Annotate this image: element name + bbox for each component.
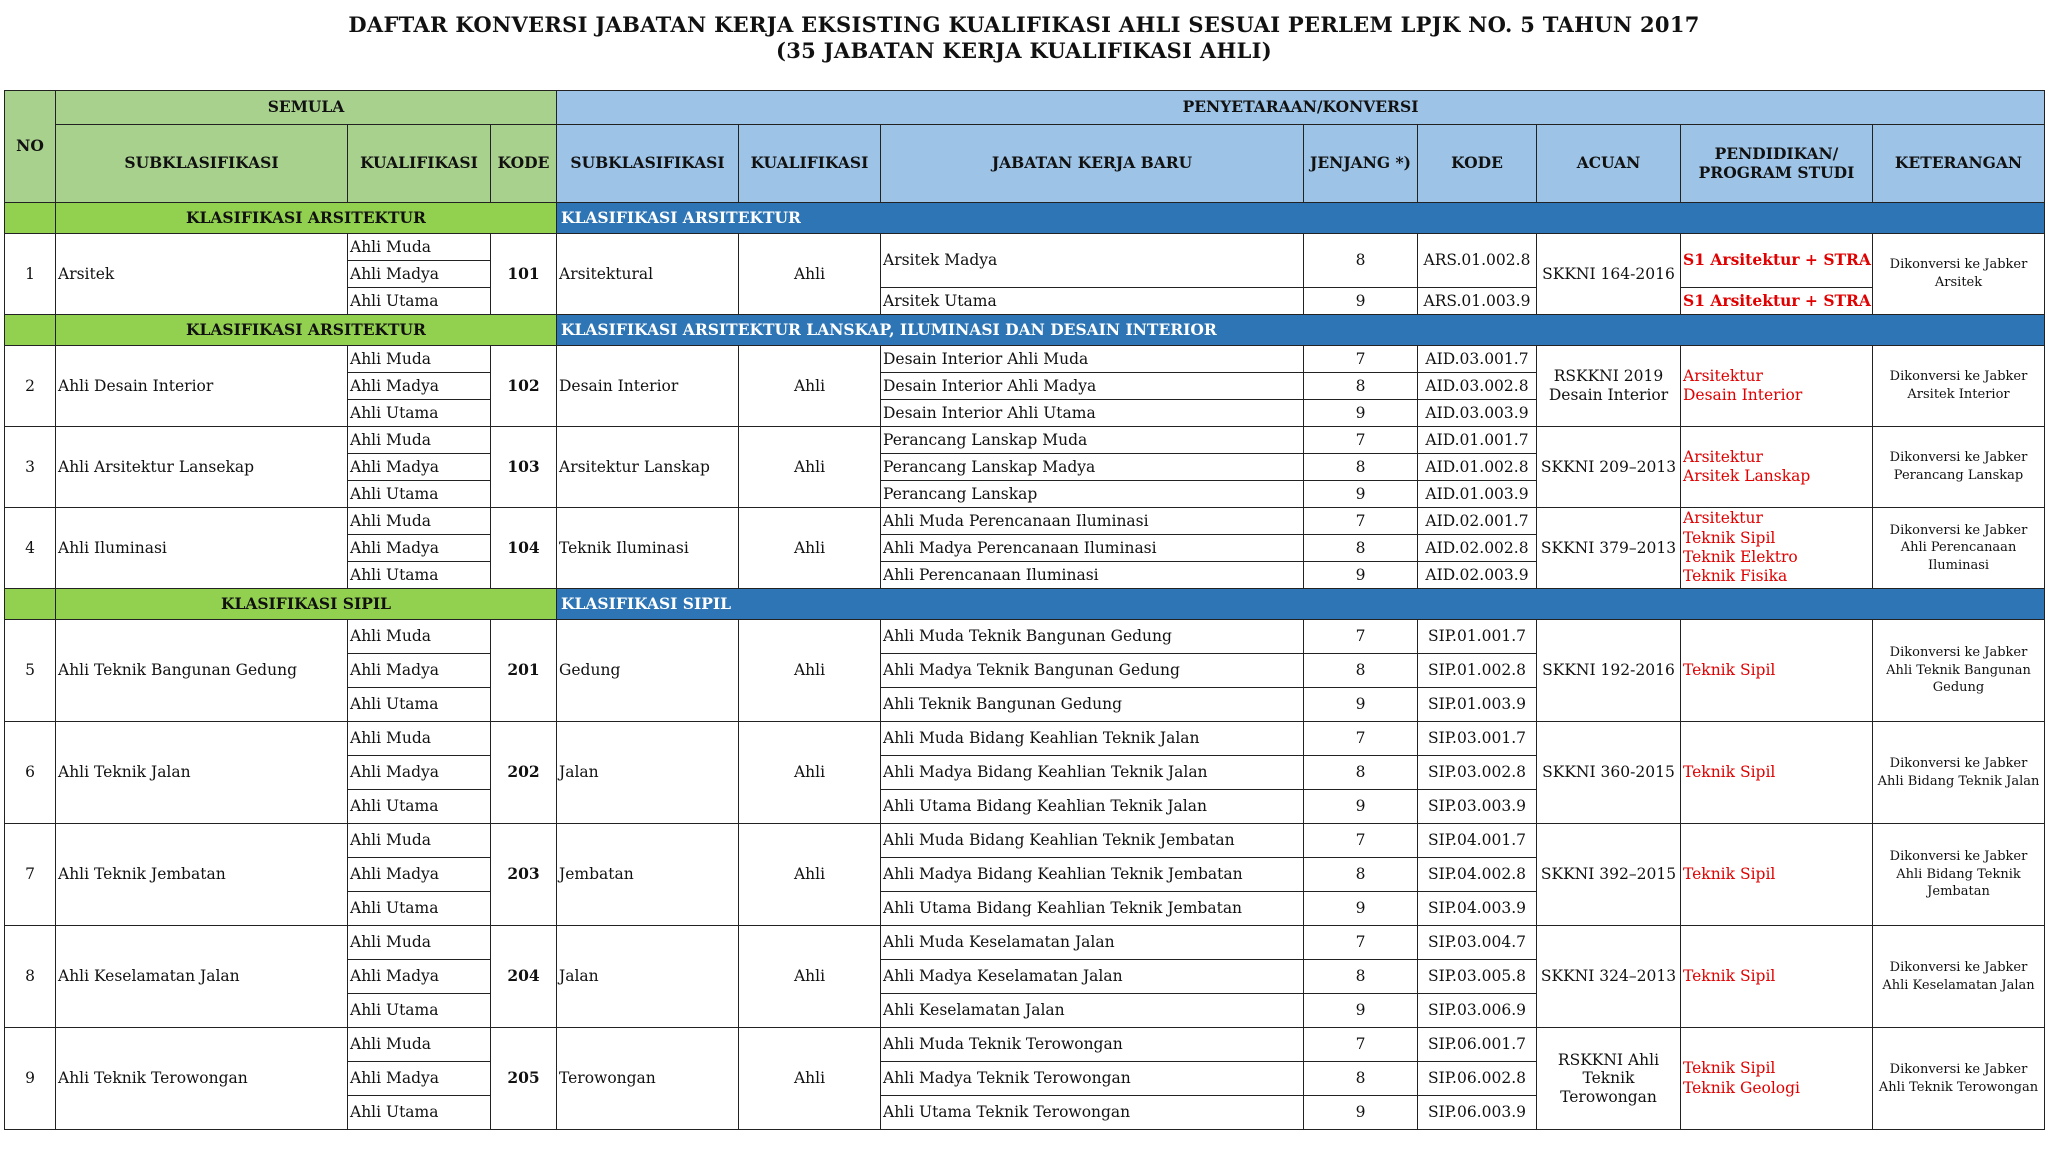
jabatan-baru: Desain Interior Ahli Utama	[881, 400, 1304, 427]
kode-baru: AID.03.002.8	[1418, 373, 1537, 400]
pendidikan-item: Teknik Fisika	[1683, 567, 1788, 586]
conversion-table	[4, 90, 2045, 1130]
jenjang: 9	[1304, 562, 1418, 589]
jenjang: 9	[1304, 892, 1418, 926]
jabatan-baru: Ahli Muda Perencanaan Iluminasi	[881, 508, 1304, 535]
jabatan-baru: Ahli Utama Bidang Keahlian Teknik Jalan	[881, 790, 1304, 824]
kualifikasi-level: Ahli Utama	[348, 400, 491, 427]
kualifikasi-baru: Ahli	[739, 620, 881, 722]
header-pendidikan-line-1: PENDIDIKAN/	[1714, 143, 1839, 163]
kode-semula: 104	[491, 508, 557, 589]
pendidikan-item: Teknik Sipil	[1683, 1059, 1776, 1078]
kualifikasi-baru: Ahli	[739, 346, 881, 427]
pendidikan	[1681, 1028, 1873, 1130]
subklasifikasi-semula: Arsitek	[56, 234, 348, 315]
kode-baru: AID.01.003.9	[1418, 481, 1537, 508]
table-row	[5, 824, 2045, 858]
jenjang: 9	[1304, 994, 1418, 1028]
subklasifikasi-baru: Jalan	[557, 722, 739, 824]
jabatan-baru: Desain Interior Ahli Madya	[881, 373, 1304, 400]
jabatan-baru: Ahli Muda Keselamatan Jalan	[881, 926, 1304, 960]
kualifikasi-level: Ahli Madya	[348, 654, 491, 688]
jabatan-baru: Ahli Muda Teknik Terowongan	[881, 1028, 1304, 1062]
kode-baru: SIP.03.005.8	[1418, 960, 1537, 994]
kualifikasi-baru: Ahli	[739, 926, 881, 1028]
section-row	[5, 315, 2045, 346]
pendidikan-item: Teknik Elektro	[1683, 548, 1798, 566]
header-pendidikan-line-2: PROGRAM STUDI	[1698, 162, 1855, 182]
jenjang: 7	[1304, 427, 1418, 454]
section-label-right: KLASIFIKASI SIPIL	[557, 589, 2045, 620]
table-row	[5, 346, 2045, 373]
kualifikasi-level: Ahli Muda	[348, 620, 491, 654]
pendidikan: S1 Arsitektur + STRA	[1681, 234, 1873, 288]
header-kualifikasi-baru: KUALIFIKASI	[739, 125, 881, 203]
acuan: SKKNI 379–2013	[1537, 508, 1681, 589]
row-number: 3	[5, 427, 56, 508]
pendidikan-item: Teknik Sipil	[1683, 660, 1776, 679]
jenjang: 7	[1304, 1028, 1418, 1062]
acuan: RSKKNI 2019 Desain Interior	[1537, 346, 1681, 427]
jabatan-baru: Ahli Madya Bidang Keahlian Teknik Jalan	[881, 756, 1304, 790]
kode-baru: SIP.03.001.7	[1418, 722, 1537, 756]
kualifikasi-level: Ahli Muda	[348, 1028, 491, 1062]
kode-semula: 103	[491, 427, 557, 508]
kualifikasi-level: Ahli Muda	[348, 234, 491, 261]
keterangan: Dikonversi ke Jabker Arsitek Interior	[1873, 346, 2045, 427]
jenjang: 9	[1304, 1096, 1418, 1130]
subklasifikasi-semula: Ahli Teknik Jalan	[56, 722, 348, 824]
pendidikan-item: Teknik Sipil	[1683, 528, 1776, 547]
kode-baru: ARS.01.003.9	[1418, 288, 1537, 315]
pendidikan	[1681, 346, 1873, 427]
kode-baru: AID.03.003.9	[1418, 400, 1537, 427]
kualifikasi-level: Ahli Utama	[348, 688, 491, 722]
jenjang: 9	[1304, 288, 1418, 315]
kode-baru: SIP.03.002.8	[1418, 756, 1537, 790]
table-row	[5, 427, 2045, 454]
kualifikasi-level: Ahli Madya	[348, 373, 491, 400]
kode-baru: SIP.03.003.9	[1418, 790, 1537, 824]
subklasifikasi-semula: Ahli Teknik Bangunan Gedung	[56, 620, 348, 722]
header-kode: KODE	[491, 125, 557, 203]
jenjang: 8	[1304, 756, 1418, 790]
header-konversi: PENYETARAAN/KONVERSI	[557, 91, 2045, 125]
header-row-2	[5, 125, 2045, 203]
header-no: NO	[5, 91, 56, 203]
subklasifikasi-baru: Desain Interior	[557, 346, 739, 427]
jabatan-baru: Perancang Lanskap	[881, 481, 1304, 508]
jenjang: 8	[1304, 1062, 1418, 1096]
subklasifikasi-semula: Ahli Iluminasi	[56, 508, 348, 589]
jabatan-baru: Ahli Teknik Bangunan Gedung	[881, 688, 1304, 722]
kualifikasi-level: Ahli Utama	[348, 790, 491, 824]
header-jabatan-baru: JABATAN KERJA BARU	[881, 125, 1304, 203]
pendidikan	[1681, 824, 1873, 926]
kode-baru: ARS.01.002.8	[1418, 234, 1537, 288]
pendidikan	[1681, 620, 1873, 722]
pendidikan-item: Teknik Sipil	[1683, 762, 1776, 781]
kode-baru: AID.03.001.7	[1418, 346, 1537, 373]
subklasifikasi-semula: Ahli Keselamatan Jalan	[56, 926, 348, 1028]
kode-baru: SIP.04.003.9	[1418, 892, 1537, 926]
row-number: 4	[5, 508, 56, 589]
kualifikasi-level: Ahli Muda	[348, 824, 491, 858]
pendidikan	[1681, 722, 1873, 824]
kode-baru: SIP.06.001.7	[1418, 1028, 1537, 1062]
pendidikan-item: Desain Interior	[1683, 386, 1803, 404]
jenjang: 8	[1304, 234, 1418, 288]
kode-baru: AID.01.002.8	[1418, 454, 1537, 481]
pendidikan-item: Teknik Sipil	[1683, 966, 1776, 985]
kualifikasi-baru: Ahli	[739, 824, 881, 926]
kode-semula: 101	[491, 234, 557, 315]
title-line-2: (35 JABATAN KERJA KUALIFIKASI AHLI)	[775, 38, 1273, 63]
jabatan-baru: Ahli Utama Teknik Terowongan	[881, 1096, 1304, 1130]
kualifikasi-level: Ahli Madya	[348, 756, 491, 790]
acuan: SKKNI 324–2013	[1537, 926, 1681, 1028]
acuan: SKKNI 360-2015	[1537, 722, 1681, 824]
kode-semula: 204	[491, 926, 557, 1028]
row-number: 7	[5, 824, 56, 926]
section-blank	[5, 203, 56, 234]
kode-baru: AID.02.003.9	[1418, 562, 1537, 589]
section-label-left: KLASIFIKASI SIPIL	[56, 589, 557, 620]
jenjang: 7	[1304, 508, 1418, 535]
jabatan-baru: Ahli Muda Bidang Keahlian Teknik Jembatan	[881, 824, 1304, 858]
row-number: 2	[5, 346, 56, 427]
keterangan: Dikonversi ke Jabker Ahli Teknik Bangunan Gedung	[1873, 620, 2045, 722]
table-row	[5, 234, 2045, 261]
section-label-right: KLASIFIKASI ARSITEKTUR LANSKAP, ILUMINASI DAN DESAIN INTERIOR	[557, 315, 2045, 346]
kualifikasi-level: Ahli Madya	[348, 858, 491, 892]
kode-baru: SIP.04.001.7	[1418, 824, 1537, 858]
pendidikan-item: Teknik Geologi	[1683, 1078, 1801, 1097]
kode-baru: AID.02.001.7	[1418, 508, 1537, 535]
kode-baru: SIP.01.001.7	[1418, 620, 1537, 654]
section-label-right: KLASIFIKASI ARSITEKTUR	[557, 203, 2045, 234]
row-number: 8	[5, 926, 56, 1028]
header-kode-baru: KODE	[1418, 125, 1537, 203]
jenjang: 9	[1304, 481, 1418, 508]
jenjang: 9	[1304, 688, 1418, 722]
document-title	[0, 0, 2048, 64]
keterangan: Dikonversi ke Jabker Ahli Keselamatan Jalan	[1873, 926, 2045, 1028]
kualifikasi-level: Ahli Madya	[348, 535, 491, 562]
kode-baru: SIP.06.003.9	[1418, 1096, 1537, 1130]
kualifikasi-level: Ahli Muda	[348, 346, 491, 373]
section-row	[5, 589, 2045, 620]
jenjang: 9	[1304, 400, 1418, 427]
header-kualifikasi: KUALIFIKASI	[348, 125, 491, 203]
kualifikasi-level: Ahli Madya	[348, 1062, 491, 1096]
jenjang: 8	[1304, 654, 1418, 688]
jabatan-baru: Ahli Madya Perencanaan Iluminasi	[881, 535, 1304, 562]
keterangan: Dikonversi ke Jabker Perancang Lanskap	[1873, 427, 2045, 508]
kualifikasi-baru: Ahli	[739, 234, 881, 315]
kualifikasi-level: Ahli Muda	[348, 508, 491, 535]
subklasifikasi-baru: Terowongan	[557, 1028, 739, 1130]
keterangan: Dikonversi ke Jabker Arsitek	[1873, 234, 2045, 315]
kualifikasi-level: Ahli Utama	[348, 892, 491, 926]
jenjang: 7	[1304, 620, 1418, 654]
jenjang: 8	[1304, 960, 1418, 994]
subklasifikasi-baru: Jalan	[557, 926, 739, 1028]
row-number: 1	[5, 234, 56, 315]
kode-semula: 205	[491, 1028, 557, 1130]
jenjang: 8	[1304, 454, 1418, 481]
pendidikan-item: Arsitektur	[1683, 509, 1763, 528]
acuan: SKKNI 164-2016	[1537, 234, 1681, 315]
kode-baru: SIP.01.003.9	[1418, 688, 1537, 722]
jabatan-baru: Arsitek Madya	[881, 234, 1304, 288]
jabatan-baru: Ahli Madya Teknik Terowongan	[881, 1062, 1304, 1096]
acuan: SKKNI 209–2013	[1537, 427, 1681, 508]
pendidikan	[1681, 427, 1873, 508]
kualifikasi-baru: Ahli	[739, 722, 881, 824]
kode-baru: SIP.04.002.8	[1418, 858, 1537, 892]
subklasifikasi-semula: Ahli Teknik Terowongan	[56, 1028, 348, 1130]
header-keterangan: KETERANGAN	[1873, 125, 2045, 203]
row-number: 6	[5, 722, 56, 824]
kualifikasi-level: Ahli Utama	[348, 288, 491, 315]
header-subklasifikasi-baru: SUBKLASIFIKASI	[557, 125, 739, 203]
subklasifikasi-baru: Arsitektur Lanskap	[557, 427, 739, 508]
jenjang: 7	[1304, 824, 1418, 858]
table-row	[5, 620, 2045, 654]
jenjang: 8	[1304, 858, 1418, 892]
keterangan: Dikonversi ke Jabker Ahli Teknik Terowongan	[1873, 1028, 2045, 1130]
kualifikasi-level: Ahli Madya	[348, 960, 491, 994]
section-label-left: KLASIFIKASI ARSITEKTUR	[56, 203, 557, 234]
pendidikan: S1 Arsitektur + STRA	[1681, 288, 1873, 315]
keterangan: Dikonversi ke Jabker Ahli Perencanaan Iluminasi	[1873, 508, 2045, 589]
pendidikan	[1681, 926, 1873, 1028]
kode-semula: 202	[491, 722, 557, 824]
kode-baru: SIP.03.006.9	[1418, 994, 1537, 1028]
keterangan: Dikonversi ke Jabker Ahli Bidang Teknik Jembatan	[1873, 824, 2045, 926]
kualifikasi-baru: Ahli	[739, 508, 881, 589]
kualifikasi-level: Ahli Muda	[348, 427, 491, 454]
kode-baru: SIP.06.002.8	[1418, 1062, 1537, 1096]
header-row-1	[5, 91, 2045, 125]
kode-baru: SIP.01.002.8	[1418, 654, 1537, 688]
table-row	[5, 926, 2045, 960]
table-row	[5, 508, 2045, 535]
kualifikasi-level: Ahli Utama	[348, 994, 491, 1028]
acuan: RSKKNI Ahli Teknik Terowongan	[1537, 1028, 1681, 1130]
pendidikan-item: Arsitektur	[1683, 447, 1763, 466]
kode-semula: 203	[491, 824, 557, 926]
kualifikasi-level: Ahli Muda	[348, 722, 491, 756]
kualifikasi-baru: Ahli	[739, 1028, 881, 1130]
subklasifikasi-semula: Ahli Teknik Jembatan	[56, 824, 348, 926]
subklasifikasi-baru: Jembatan	[557, 824, 739, 926]
subklasifikasi-baru: Teknik Iluminasi	[557, 508, 739, 589]
jabatan-baru: Perancang Lanskap Muda	[881, 427, 1304, 454]
pendidikan-item: Arsitek Lanskap	[1683, 467, 1811, 485]
jabatan-baru: Ahli Perencanaan Iluminasi	[881, 562, 1304, 589]
subklasifikasi-baru: Arsitektural	[557, 234, 739, 315]
kode-baru: AID.02.002.8	[1418, 535, 1537, 562]
kualifikasi-level: Ahli Utama	[348, 481, 491, 508]
jenjang: 7	[1304, 346, 1418, 373]
kode-semula: 201	[491, 620, 557, 722]
jabatan-baru: Arsitek Utama	[881, 288, 1304, 315]
header-jenjang: JENJANG *)	[1304, 125, 1418, 203]
kualifikasi-level: Ahli Madya	[348, 454, 491, 481]
kualifikasi-baru: Ahli	[739, 427, 881, 508]
keterangan: Dikonversi ke Jabker Ahli Bidang Teknik Jalan	[1873, 722, 2045, 824]
jenjang: 7	[1304, 722, 1418, 756]
jabatan-baru: Ahli Madya Keselamatan Jalan	[881, 960, 1304, 994]
pendidikan-item: Teknik Sipil	[1683, 864, 1776, 883]
jabatan-baru: Ahli Madya Bidang Keahlian Teknik Jembatan	[881, 858, 1304, 892]
jabatan-baru: Ahli Madya Teknik Bangunan Gedung	[881, 654, 1304, 688]
header-subklasifikasi: SUBKLASIFIKASI	[56, 125, 348, 203]
kualifikasi-level: Ahli Utama	[348, 562, 491, 589]
kualifikasi-level: Ahli Muda	[348, 926, 491, 960]
subklasifikasi-baru: Gedung	[557, 620, 739, 722]
table-row	[5, 722, 2045, 756]
jenjang: 9	[1304, 790, 1418, 824]
jabatan-baru: Perancang Lanskap Madya	[881, 454, 1304, 481]
jabatan-baru: Desain Interior Ahli Muda	[881, 346, 1304, 373]
jenjang: 7	[1304, 926, 1418, 960]
subklasifikasi-semula: Ahli Arsitektur Lansekap	[56, 427, 348, 508]
acuan: SKKNI 392–2015	[1537, 824, 1681, 926]
table-body	[5, 91, 2045, 1130]
jenjang: 8	[1304, 535, 1418, 562]
jabatan-baru: Ahli Utama Bidang Keahlian Teknik Jembatan	[881, 892, 1304, 926]
jenjang: 8	[1304, 373, 1418, 400]
subklasifikasi-semula: Ahli Desain Interior	[56, 346, 348, 427]
kode-baru: SIP.03.004.7	[1418, 926, 1537, 960]
section-blank	[5, 315, 56, 346]
kode-semula: 102	[491, 346, 557, 427]
kualifikasi-level: Ahli Utama	[348, 1096, 491, 1130]
header-pendidikan	[1681, 125, 1873, 203]
pendidikan-item: Arsitektur	[1683, 366, 1763, 385]
row-number: 9	[5, 1028, 56, 1130]
kualifikasi-level: Ahli Madya	[348, 261, 491, 288]
table-row	[5, 1028, 2045, 1062]
header-acuan: ACUAN	[1537, 125, 1681, 203]
header-semula: SEMULA	[56, 91, 557, 125]
section-blank	[5, 589, 56, 620]
jabatan-baru: Ahli Muda Bidang Keahlian Teknik Jalan	[881, 722, 1304, 756]
section-label-left: KLASIFIKASI ARSITEKTUR	[56, 315, 557, 346]
acuan: SKKNI 192-2016	[1537, 620, 1681, 722]
jabatan-baru: Ahli Muda Teknik Bangunan Gedung	[881, 620, 1304, 654]
title-line-1: DAFTAR KONVERSI JABATAN KERJA EKSISTING KUALIFIKASI AHLI SESUAI PERLEM LPJK NO. 5 TAHUN 2017	[348, 12, 1700, 37]
section-row	[5, 203, 2045, 234]
jabatan-baru: Ahli Keselamatan Jalan	[881, 994, 1304, 1028]
kode-baru: AID.01.001.7	[1418, 427, 1537, 454]
pendidikan	[1681, 508, 1873, 589]
row-number: 5	[5, 620, 56, 722]
